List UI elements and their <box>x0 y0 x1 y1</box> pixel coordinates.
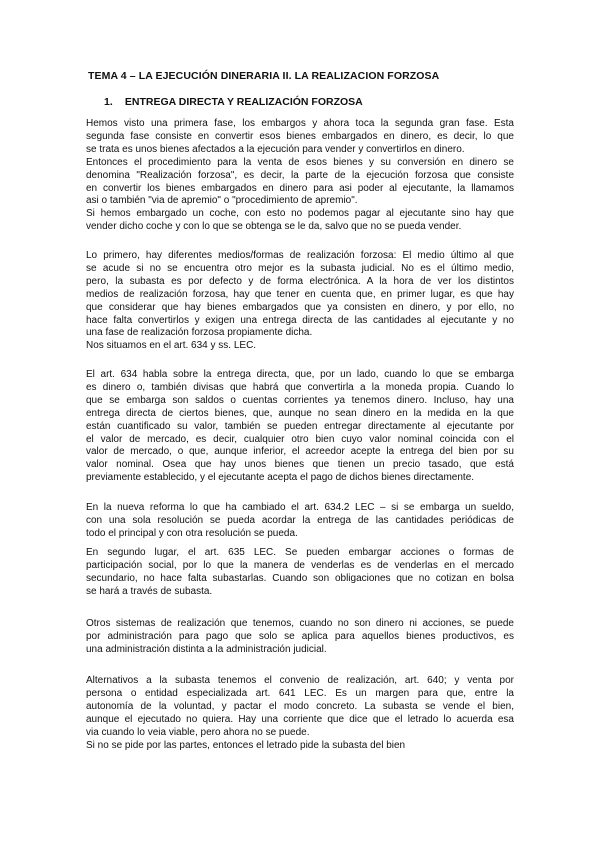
text-line: que considerar que hay bienes embargados que ya consisten en dinero, y por ello, no <box>86 301 514 313</box>
text-line: aunque el ejecutado no quiera. Hay una corriente que dice que el letrado lo acuerda esa <box>86 713 514 725</box>
text-line: entrega directa de ciertos bienes, que, aunque no sean dinero en la medida en la que <box>86 407 514 419</box>
paragraph-1 <box>86 118 514 234</box>
text-line: valor de mercado, o que, aunque inferior, el acreedor acepte la entrega del bien por su <box>86 446 514 458</box>
text-line: En la nueva reforma lo que ha cambiado el art. 634.2 LEC – si se embarga un sueldo, <box>86 502 514 513</box>
text-line: via cuando lo veia viable, pero ahora no se puede. <box>86 726 310 738</box>
text-line: una administración distinta a la administración judicial. <box>86 643 327 655</box>
text-line: una fase de realización forzosa propiamente dicha. <box>86 327 313 339</box>
text-line: segunda fase consiste en convertir esos bienes embargados en dinero, es decir, lo que <box>86 130 514 142</box>
text-line: hace falta convertirlos y exigen una entrega directa de las cantidades al ejecutante y no <box>86 314 514 326</box>
text-line: Hemos visto una primera fase, los embargos y ahora toca la segunda gran fase. Esta <box>86 118 514 129</box>
text-line: Si hemos embargado un coche, con esto no podemos pagar al ejecutante sino hay que <box>86 208 514 220</box>
text-line: Otros sistemas de realización que tenemos, cuando no son dinero ni acciones, se puede <box>86 618 514 629</box>
text-line: se trata es unos bienes afectados a la ejecución para vender y convertirlos en dinero. <box>86 143 465 155</box>
text-line: Si no se pide por las partes, entonces el letrado pide la subasta del bien <box>86 739 406 751</box>
text-line: es dinero o, también divisas que habrá que convertirla a la moneda propia. Cuando lo <box>86 381 514 393</box>
text-line: pero, la subasta es por defecto y de forma electrónica. A la hora de ver los distintos <box>86 275 514 287</box>
text-line: el valor de mercado, es decir, cualquier otro bien cuyo valor nominal coincida con el <box>86 433 514 445</box>
paragraph-4 <box>86 502 514 541</box>
text-line: Entonces el procedimiento para la venta de esos bienes y su conversión en dinero se <box>86 156 514 168</box>
paragraph-7 <box>86 675 514 752</box>
text-line: previamente establecido, y el ejecutante acepta el pago de dichos bienes directamente. <box>86 472 475 484</box>
text-line: participación social, por lo que la manera de venderlas es de venderlas en el mercado <box>86 559 514 571</box>
paragraph-5 <box>86 547 514 599</box>
text-line: medios de realización forzosa, hay que tener en cuenta que, en primer lugar, es que hay <box>86 288 514 300</box>
text-line: están cuantificado su valor, también se pueden entregar directamente al ejecutante por <box>86 420 514 432</box>
text-line: asi o también "via de apremio" o "procedimiento de apremio". <box>86 195 358 207</box>
text-line: persona o entidad especializada art. 641 LEC. Es un margen para que, entre la <box>86 687 514 699</box>
text-line: que se embarga son saldos o cuentas corrientes ya tenemos dinero. Incluso, hay una <box>86 394 514 406</box>
paragraph-3 <box>86 369 514 485</box>
text-line: En segundo lugar, el art. 635 LEC. Se pueden embargar acciones o formas de <box>86 547 514 558</box>
text-line: autonomía de la voluntad, y pactar el modo concreto. La subasta se vende el bien, <box>86 700 514 712</box>
section-heading <box>104 96 363 108</box>
text-line: por administración para pago que solo se aplica para aquellos bienes productivos, es <box>86 630 514 642</box>
text-line: denomina "Realización forzosa", es decir, la parte de la ejecución forzosa que consiste <box>86 169 514 181</box>
text-line: en convertir los bienes embargados en dinero para asi poder al ejecutante, la llamamos <box>86 182 514 194</box>
text-line: se acude si no se encuentra otro mejor es la subasta judicial. No es el último medio, <box>86 262 514 274</box>
text-line: todo el principal y con otra resolución se pueda. <box>86 527 298 539</box>
text-line: valor nominal. Osea que hay unos bienes que tienen un precio tasado, que está <box>86 459 514 471</box>
text-line: se hará a través de subasta. <box>86 585 213 597</box>
text-line: secundario, no hace falta subastarlas. Cuando son obligaciones que no cotizan en bolsa <box>86 572 514 584</box>
text-line: Alternativos a la subasta tenemos el convenio de realización, art. 640; y venta por <box>86 675 514 686</box>
paragraph-2 <box>86 250 514 353</box>
document-title: TEMA 4 – LA EJECUCIÓN DINERARIA II. LA REALIZACION FORZOSA <box>88 70 440 82</box>
section-number: 1. <box>104 96 113 108</box>
text-line: Lo primero, hay diferentes medios/formas de realización forzosa: El medio último al que <box>86 250 514 261</box>
paragraph-6 <box>86 618 514 657</box>
text-line: El art. 634 habla sobre la entrega directa, que, por un lado, cuando lo que se embarga <box>86 369 514 380</box>
text-line: vender dicho coche y con lo que se obtenga se le da, salvo que no se pueda vender. <box>86 221 462 233</box>
text-line: Nos situamos en el art. 634 y ss. LEC. <box>86 340 257 352</box>
section-title: ENTREGA DIRECTA Y REALIZACIÓN FORZOSA <box>124 96 363 108</box>
text-line: con una sola resolución se pueda acordar la entrega de las cantidades periódicas de <box>86 514 514 526</box>
